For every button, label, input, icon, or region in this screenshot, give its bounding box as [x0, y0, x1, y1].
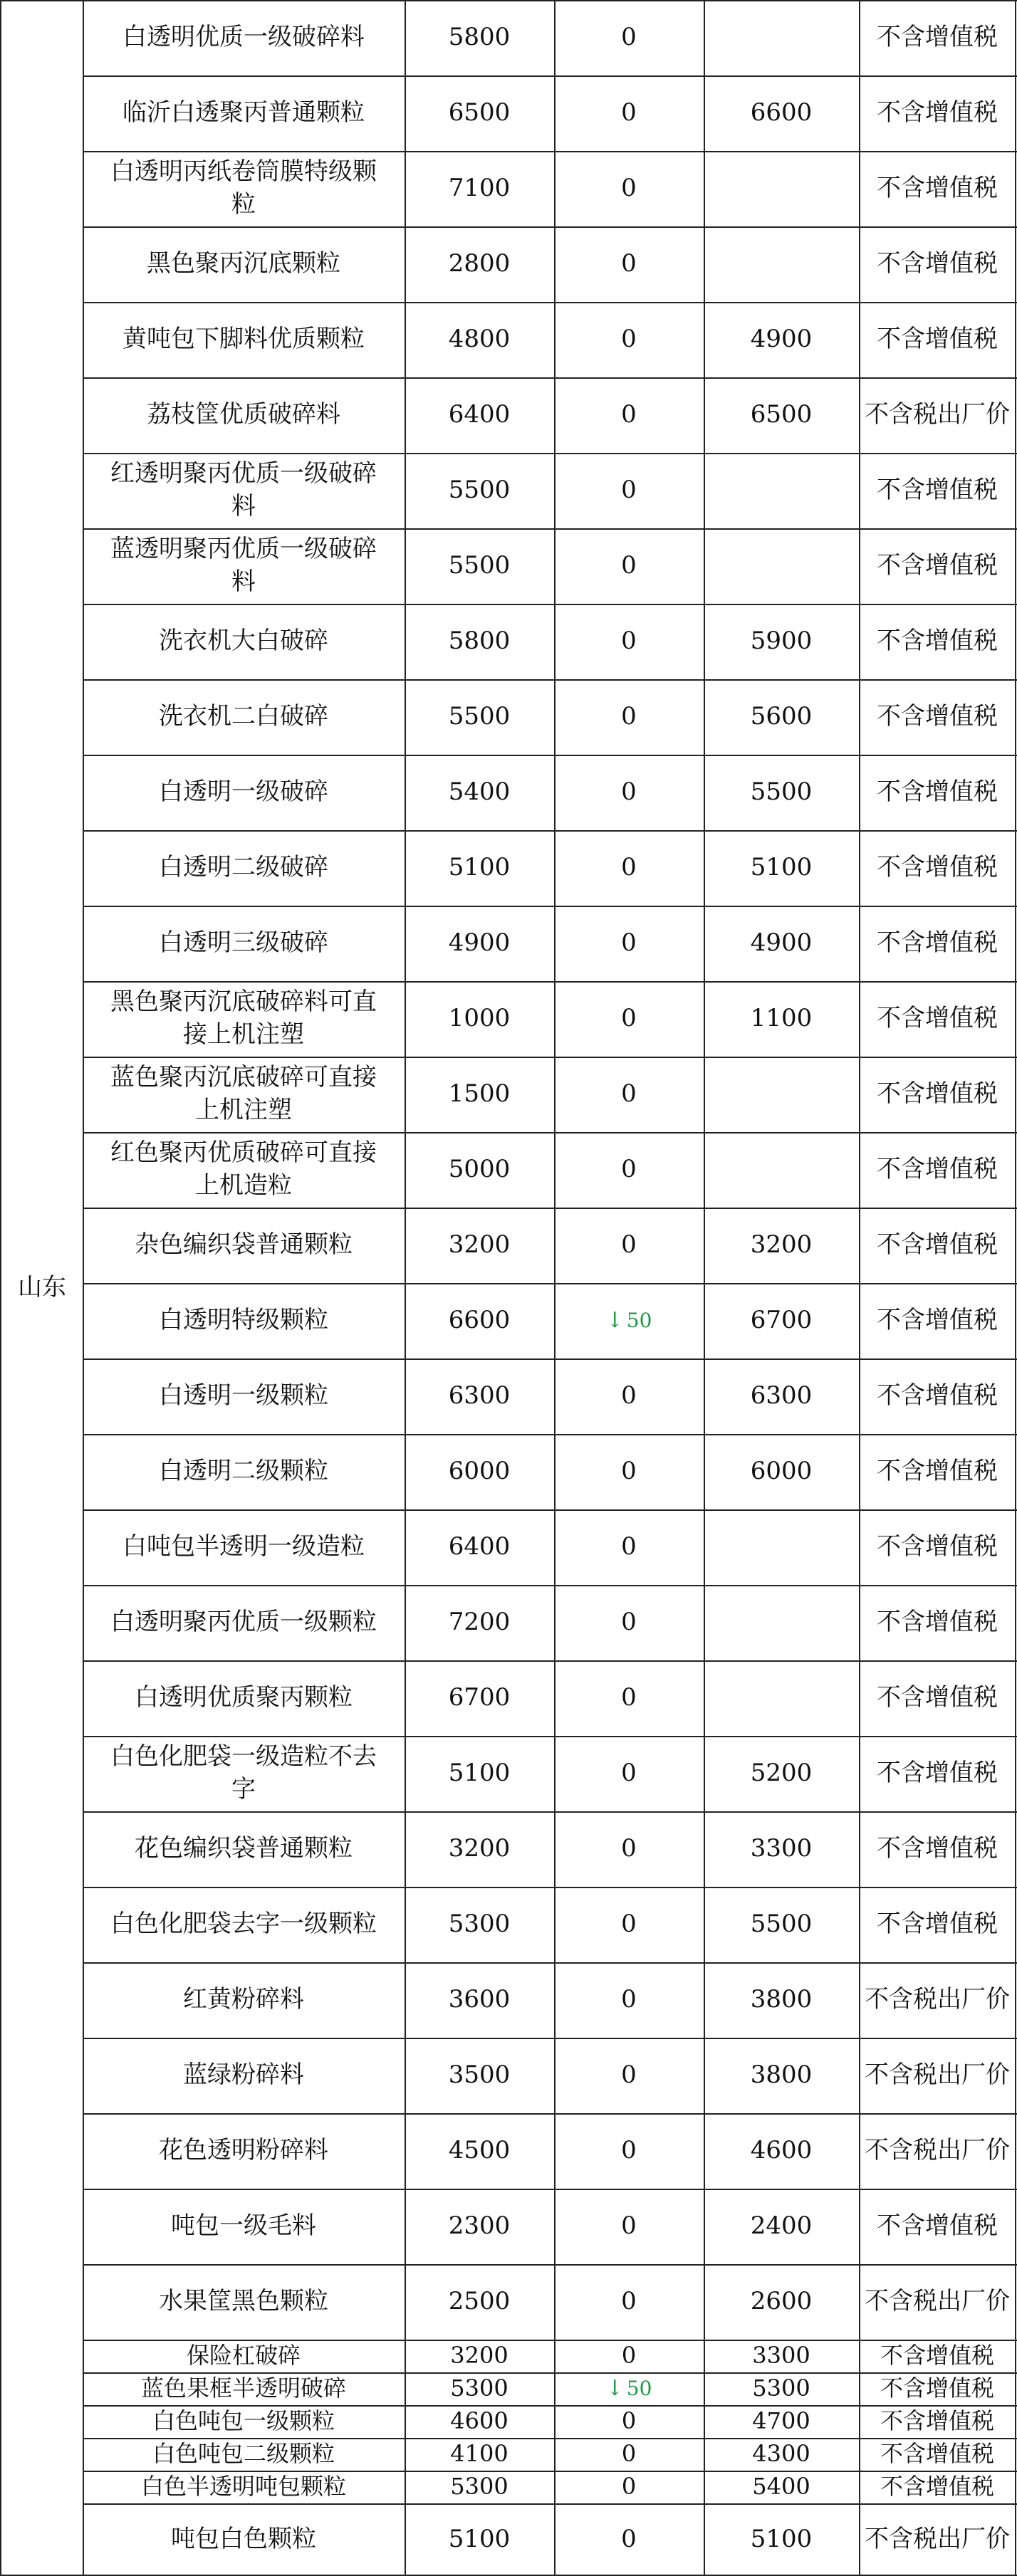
- product-name: 白透明聚丙优质一级颗粒: [110, 1608, 377, 1637]
- price-change: 0: [621, 174, 637, 203]
- price-value: 5100: [448, 1759, 511, 1788]
- tax-note: 不含增值税: [877, 174, 998, 203]
- price-change: 0: [621, 2473, 637, 2501]
- tax-note: 不含增值税: [877, 1079, 998, 1109]
- product-name: 杂色编织袋普通颗粒: [135, 1230, 353, 1260]
- price-change: 0: [621, 1457, 637, 1486]
- previous-price: 5500: [750, 1910, 813, 1939]
- price-value: 3200: [448, 1230, 511, 1260]
- tax-note: 不含税出厂价: [865, 2136, 1010, 2165]
- previous-price: 5500: [750, 777, 813, 807]
- product-name: 白透明一级破碎: [159, 777, 328, 807]
- previous-price: 4900: [750, 928, 813, 958]
- tax-note: 不含增值税: [877, 249, 998, 278]
- previous-price: 5100: [750, 853, 813, 882]
- product-name: 黄吨包下脚料优质颗粒: [122, 325, 365, 354]
- previous-price: 6000: [750, 1457, 813, 1486]
- tax-note: 不含增值税: [877, 1910, 998, 1939]
- price-change: 0: [621, 853, 637, 882]
- price-value: 5300: [450, 2473, 508, 2501]
- arrow-down-icon: ↓: [605, 1307, 624, 1333]
- product-name: 白吨包半透明一级造粒: [122, 1532, 365, 1561]
- price-change: 0: [621, 1079, 637, 1109]
- previous-price: [704, 1660, 859, 1736]
- tax-note: 不含增值税: [877, 1381, 998, 1410]
- tax-note: 不含增值税: [877, 627, 998, 656]
- price-change-down: [606, 2375, 652, 2404]
- price-change: 0: [621, 1985, 637, 2014]
- tax-note: 不含增值税: [877, 1230, 998, 1260]
- price-value: 5100: [448, 2525, 511, 2554]
- previous-price: 4300: [752, 2440, 810, 2468]
- product-name: 红黄粉碎料: [183, 1985, 304, 2014]
- price-change: 0: [621, 249, 637, 278]
- product-name: 白透明优质一级破碎料: [122, 23, 365, 52]
- previous-price: [704, 1509, 859, 1585]
- tax-note: 不含增值税: [880, 2473, 994, 2501]
- price-value: 6400: [448, 1532, 511, 1561]
- product-name: 红透明聚丙优质一级破碎料: [110, 459, 377, 520]
- price-value: 3500: [448, 2061, 511, 2090]
- price-change: 0: [621, 2061, 637, 2090]
- price-value: 5400: [448, 777, 511, 807]
- tax-note: 不含增值税: [877, 928, 998, 958]
- price-change-down: [606, 1307, 652, 1336]
- product-name: 白透明二级破碎: [159, 853, 328, 882]
- product-name: 保险杠破碎: [186, 2342, 301, 2370]
- price-value: 5300: [448, 1910, 511, 1939]
- product-name: 临沂白透聚丙普通颗粒: [122, 98, 365, 127]
- tax-note: 不含增值税: [880, 2407, 994, 2435]
- price-value: 6700: [448, 1683, 511, 1712]
- product-name: 白透明一级颗粒: [159, 1381, 328, 1410]
- price-change: 0: [621, 1834, 637, 1863]
- previous-price: 3800: [750, 1985, 813, 2014]
- price-value: 5000: [448, 1155, 511, 1184]
- price-change: 0: [621, 1910, 637, 1939]
- tax-note: 不含增值税: [877, 853, 998, 882]
- product-name: 白色半透明吨包颗粒: [140, 2473, 346, 2501]
- price-change: 0: [621, 2440, 637, 2468]
- price-value: 5100: [448, 853, 511, 882]
- price-change: 0: [621, 1608, 637, 1637]
- previous-price: 6500: [750, 400, 813, 429]
- arrow-down-icon: ↓: [605, 2375, 624, 2401]
- product-name: 吨包白色颗粒: [171, 2525, 316, 2554]
- product-name: 蓝色聚丙沉底破碎可直接上机注塑: [110, 1063, 377, 1124]
- previous-price: 1100: [750, 1004, 813, 1033]
- tax-note: 不含增值税: [877, 1004, 998, 1033]
- price-value: 5500: [448, 476, 511, 505]
- tax-note: 不含增值税: [877, 1457, 998, 1486]
- previous-price: 4900: [750, 325, 813, 354]
- tax-note: 不含增值税: [877, 1155, 998, 1184]
- price-change: [554, 1283, 704, 1358]
- tax-note: 不含增值税: [877, 1683, 998, 1712]
- tax-note: 不含增值税: [880, 2342, 994, 2370]
- price-value: 4600: [450, 2407, 508, 2435]
- price-change: 0: [621, 2525, 637, 2554]
- tax-note: 不含税出厂价: [865, 2061, 1010, 2090]
- price-change-value: 50: [626, 1308, 652, 1332]
- price-value: 6400: [448, 400, 511, 429]
- tax-note: 不含增值税: [877, 325, 998, 354]
- price-value: 4100: [450, 2440, 508, 2468]
- price-value: 2800: [448, 249, 511, 278]
- tax-note: 不含增值税: [880, 2440, 994, 2468]
- price-change: 0: [621, 1759, 637, 1788]
- previous-price: 3300: [750, 1834, 813, 1863]
- product-name: 红色聚丙优质破碎可直接上机造粒: [110, 1138, 377, 1200]
- tax-note: 不含增值税: [877, 1532, 998, 1561]
- price-value: 1500: [448, 1079, 511, 1109]
- price-change: 0: [621, 1532, 637, 1561]
- previous-price: [704, 528, 859, 604]
- tax-note: 不含增值税: [877, 551, 998, 580]
- tax-note: 不含税出厂价: [865, 2525, 1010, 2554]
- price-value: 2300: [448, 2211, 511, 2241]
- previous-price: 5100: [750, 2525, 813, 2554]
- product-name: 黑色聚丙沉底破碎料可直接上机注塑: [110, 988, 377, 1049]
- previous-price: [704, 1132, 859, 1208]
- previous-price: 4600: [750, 2136, 813, 2165]
- product-name: 水果筐黑色颗粒: [159, 2287, 328, 2316]
- price-value: 5300: [450, 2375, 508, 2402]
- price-value: 4500: [448, 2136, 511, 2165]
- price-change: 0: [621, 98, 637, 127]
- previous-price: [704, 226, 859, 302]
- price-change: 0: [621, 777, 637, 807]
- price-change: 0: [621, 2136, 637, 2165]
- previous-price: 3300: [752, 2342, 810, 2370]
- product-name: 白色吨包二级颗粒: [152, 2440, 335, 2468]
- product-name: 花色编织袋普通颗粒: [135, 1834, 353, 1863]
- price-change: 0: [621, 2211, 637, 2241]
- price-change: 0: [621, 23, 637, 52]
- price-change-value: 50: [626, 2376, 652, 2400]
- product-name: 黑色聚丙沉底颗粒: [147, 249, 340, 278]
- price-value: 6000: [448, 1457, 511, 1486]
- price-value: 2500: [448, 2287, 511, 2316]
- price-change: 0: [621, 551, 637, 580]
- tax-note: 不含税出厂价: [865, 400, 1010, 429]
- product-name: 白透明三级破碎: [159, 928, 328, 958]
- price-value: 3200: [448, 1834, 511, 1863]
- price-change: 0: [621, 928, 637, 958]
- previous-price: [704, 0, 859, 75]
- price-value: 5500: [448, 702, 511, 731]
- tax-note: 不含增值税: [877, 1608, 998, 1637]
- product-name: 蓝透明聚丙优质一级破碎料: [110, 535, 377, 596]
- previous-price: 4700: [752, 2407, 810, 2435]
- tax-note: 不含增值税: [877, 98, 998, 127]
- price-change: 0: [621, 1683, 637, 1712]
- previous-price: 6600: [750, 98, 813, 127]
- tax-note: 不含增值税: [877, 777, 998, 807]
- previous-price: [704, 453, 859, 528]
- previous-price: 5600: [750, 702, 813, 731]
- product-name: 吨包一级毛料: [171, 2211, 316, 2241]
- previous-price: 6700: [750, 1306, 813, 1335]
- product-name: 洗衣机二白破碎: [159, 702, 328, 731]
- tax-note: 不含增值税: [877, 23, 998, 52]
- previous-price: 3800: [750, 2061, 813, 2090]
- price-change: 0: [621, 627, 637, 656]
- product-name: 白色化肥袋去字一级颗粒: [110, 1910, 377, 1939]
- product-name: 白透明二级颗粒: [159, 1457, 328, 1486]
- product-name: 荔枝筐优质破碎料: [147, 400, 340, 429]
- previous-price: 5200: [750, 1759, 813, 1788]
- price-value: 5800: [448, 23, 511, 52]
- product-name: 白透明特级颗粒: [159, 1306, 328, 1335]
- price-change: 0: [621, 476, 637, 505]
- product-name: 洗衣机大白破碎: [159, 627, 328, 656]
- price-value: 6600: [448, 1306, 511, 1335]
- product-name: 白色化肥袋一级造粒不去字: [110, 1742, 377, 1803]
- tax-note: 不含增值税: [877, 476, 998, 505]
- tax-note: 不含增值税: [877, 2211, 998, 2241]
- previous-price: 2600: [750, 2287, 813, 2316]
- price-change: [554, 2372, 704, 2405]
- tax-note: 不含税出厂价: [865, 2287, 1010, 2316]
- price-change: 0: [621, 2342, 637, 2370]
- price-value: 7200: [448, 1608, 511, 1637]
- price-value: 3200: [450, 2342, 508, 2370]
- price-value: 5800: [448, 627, 511, 656]
- price-value: 3600: [448, 1985, 511, 2014]
- price-value: 6300: [448, 1381, 511, 1410]
- tax-note: 不含增值税: [877, 1759, 998, 1788]
- product-name: 白色吨包一级颗粒: [152, 2407, 335, 2435]
- product-name: 蓝绿粉碎料: [183, 2061, 304, 2090]
- previous-price: 2400: [750, 2211, 813, 2241]
- tax-note: 不含增值税: [877, 1834, 998, 1863]
- price-change: 0: [621, 1155, 637, 1184]
- previous-price: 5300: [752, 2375, 810, 2402]
- price-value: 5500: [448, 551, 511, 580]
- product-name: 白透明丙纸卷筒膜特级颗粒: [110, 157, 377, 219]
- tax-note: 不含税出厂价: [865, 1985, 1010, 2014]
- previous-price: 3200: [750, 1230, 813, 1260]
- product-name: 白透明优质聚丙颗粒: [135, 1683, 353, 1712]
- price-value: 4800: [448, 325, 511, 354]
- price-change: 0: [621, 1381, 637, 1410]
- tax-note: 不含增值税: [877, 702, 998, 731]
- tax-note: 不含增值税: [880, 2375, 994, 2402]
- price-change: 0: [621, 325, 637, 354]
- price-change: 0: [621, 1004, 637, 1033]
- price-change: 0: [621, 1230, 637, 1260]
- price-value: 4900: [448, 928, 511, 958]
- region-label: 山东: [18, 1273, 66, 1302]
- previous-price: [704, 151, 859, 226]
- price-value: 7100: [448, 174, 511, 203]
- tax-note: 不含增值税: [877, 1306, 998, 1335]
- price-value: 6500: [448, 98, 511, 127]
- price-change: 0: [621, 2407, 637, 2435]
- price-change: 0: [621, 400, 637, 429]
- previous-price: [704, 1585, 859, 1660]
- product-name: 花色透明粉碎料: [159, 2136, 328, 2165]
- product-name: 蓝色果框半透明破碎: [140, 2375, 346, 2402]
- previous-price: 5900: [750, 627, 813, 656]
- price-change: 0: [621, 2287, 637, 2316]
- price-value: 1000: [448, 1004, 511, 1033]
- previous-price: 5400: [752, 2473, 810, 2501]
- price-change: 0: [621, 702, 637, 731]
- previous-price: [704, 1057, 859, 1132]
- previous-price: 6300: [750, 1381, 813, 1410]
